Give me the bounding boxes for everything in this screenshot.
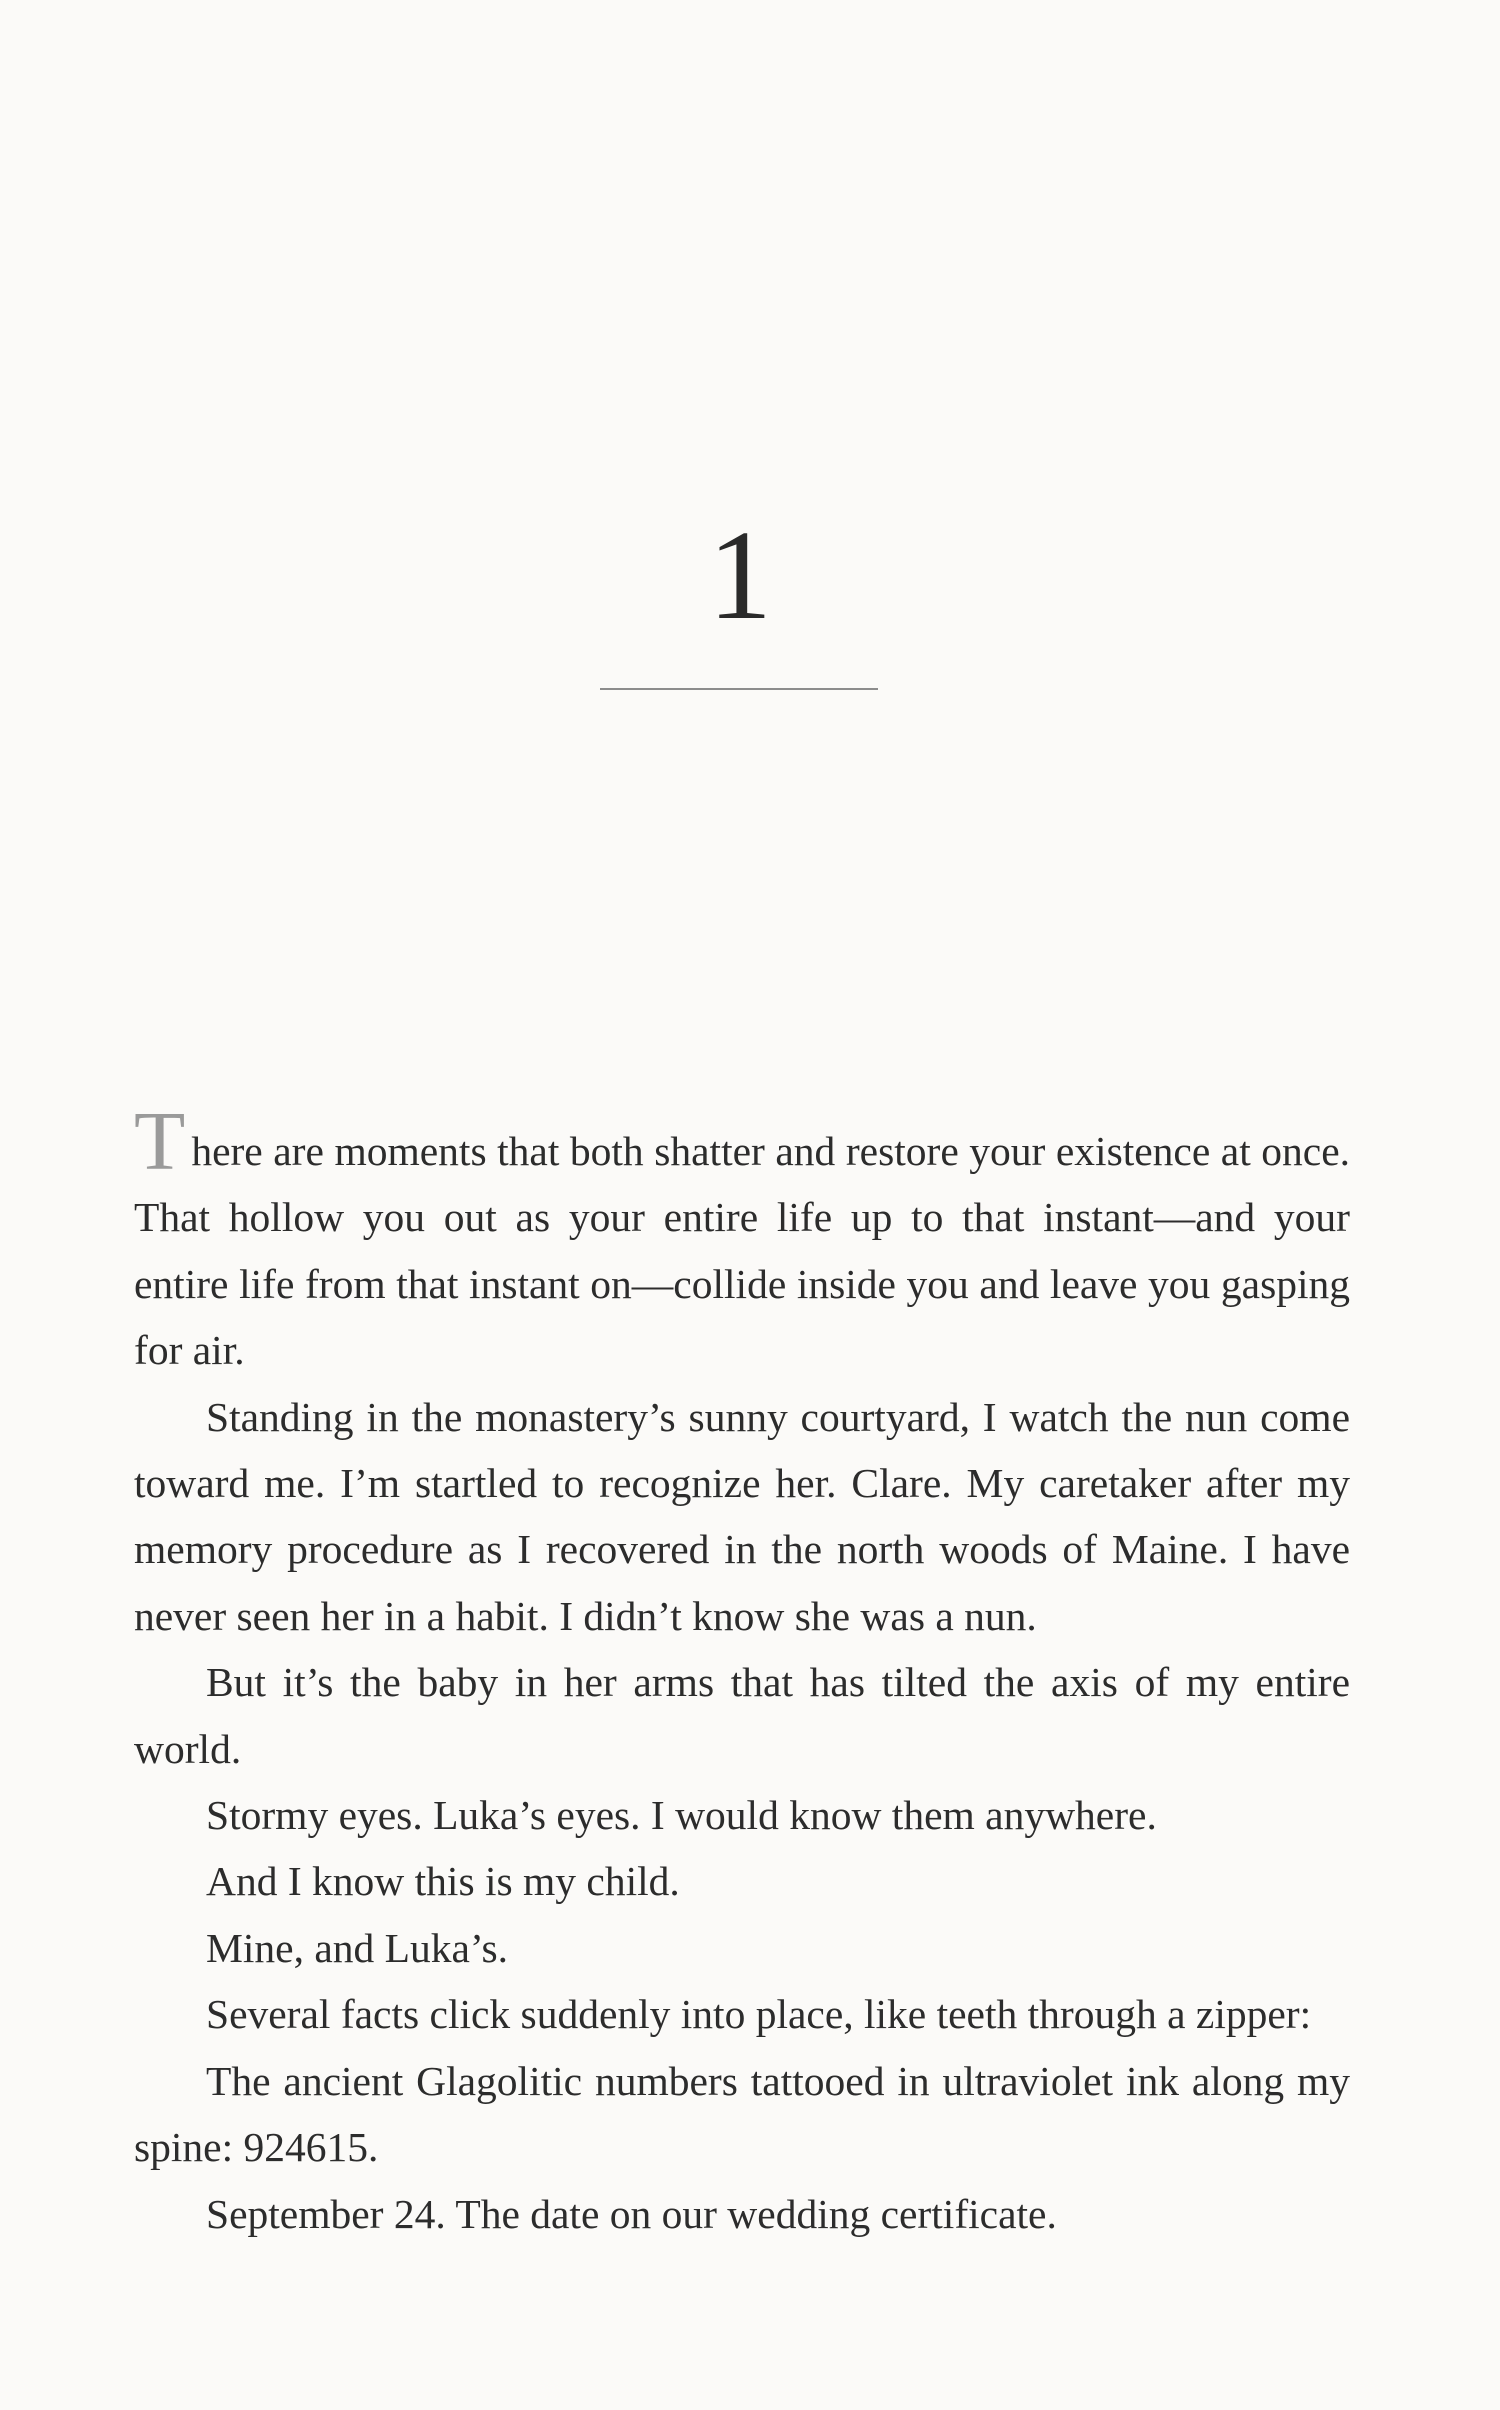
paragraph: Several facts click suddenly into place, like teeth through a zipper: (206, 1991, 1312, 2038)
paragraph: And I know this is my child. (206, 1858, 680, 1905)
chapter-divider (600, 688, 878, 690)
drop-cap: T (134, 1095, 186, 1188)
chapter-number: 1 (708, 504, 772, 646)
paragraph: But it’s the baby in her arms that has tilted the axis of my entire world. (134, 1659, 1350, 1772)
paragraph: The ancient Glagolitic numbers tattooed in ultraviolet ink along my spine: 924615. (134, 2057, 1350, 2171)
paragraph: Standing in the monastery’s sunny courtyard, I watch the nun come toward me. I’m startled to recognize her. Clare. My caretaker after my memory procedure as I recovered in the north woods of Maine. I have never seen her in a habit. I didn’t know she was a nun. (134, 1393, 1350, 1639)
paragraph: Mine, and Luka’s. (206, 1924, 508, 1971)
paragraph: Stormy eyes. Luka’s eyes. I would know them anywhere. (206, 1792, 1157, 1839)
paragraph-text: here are moments that both shatter and restore your existence at once. That hollow you out as your entire life up to that instant—and your entire life from that instant on—collide inside you and leave you gasping for air. (134, 1128, 1350, 1374)
paragraph: September 24. The date on our wedding certificate. (206, 2190, 1057, 2237)
paragraph (134, 1095, 1350, 1384)
chapter-body (134, 1095, 1350, 2247)
